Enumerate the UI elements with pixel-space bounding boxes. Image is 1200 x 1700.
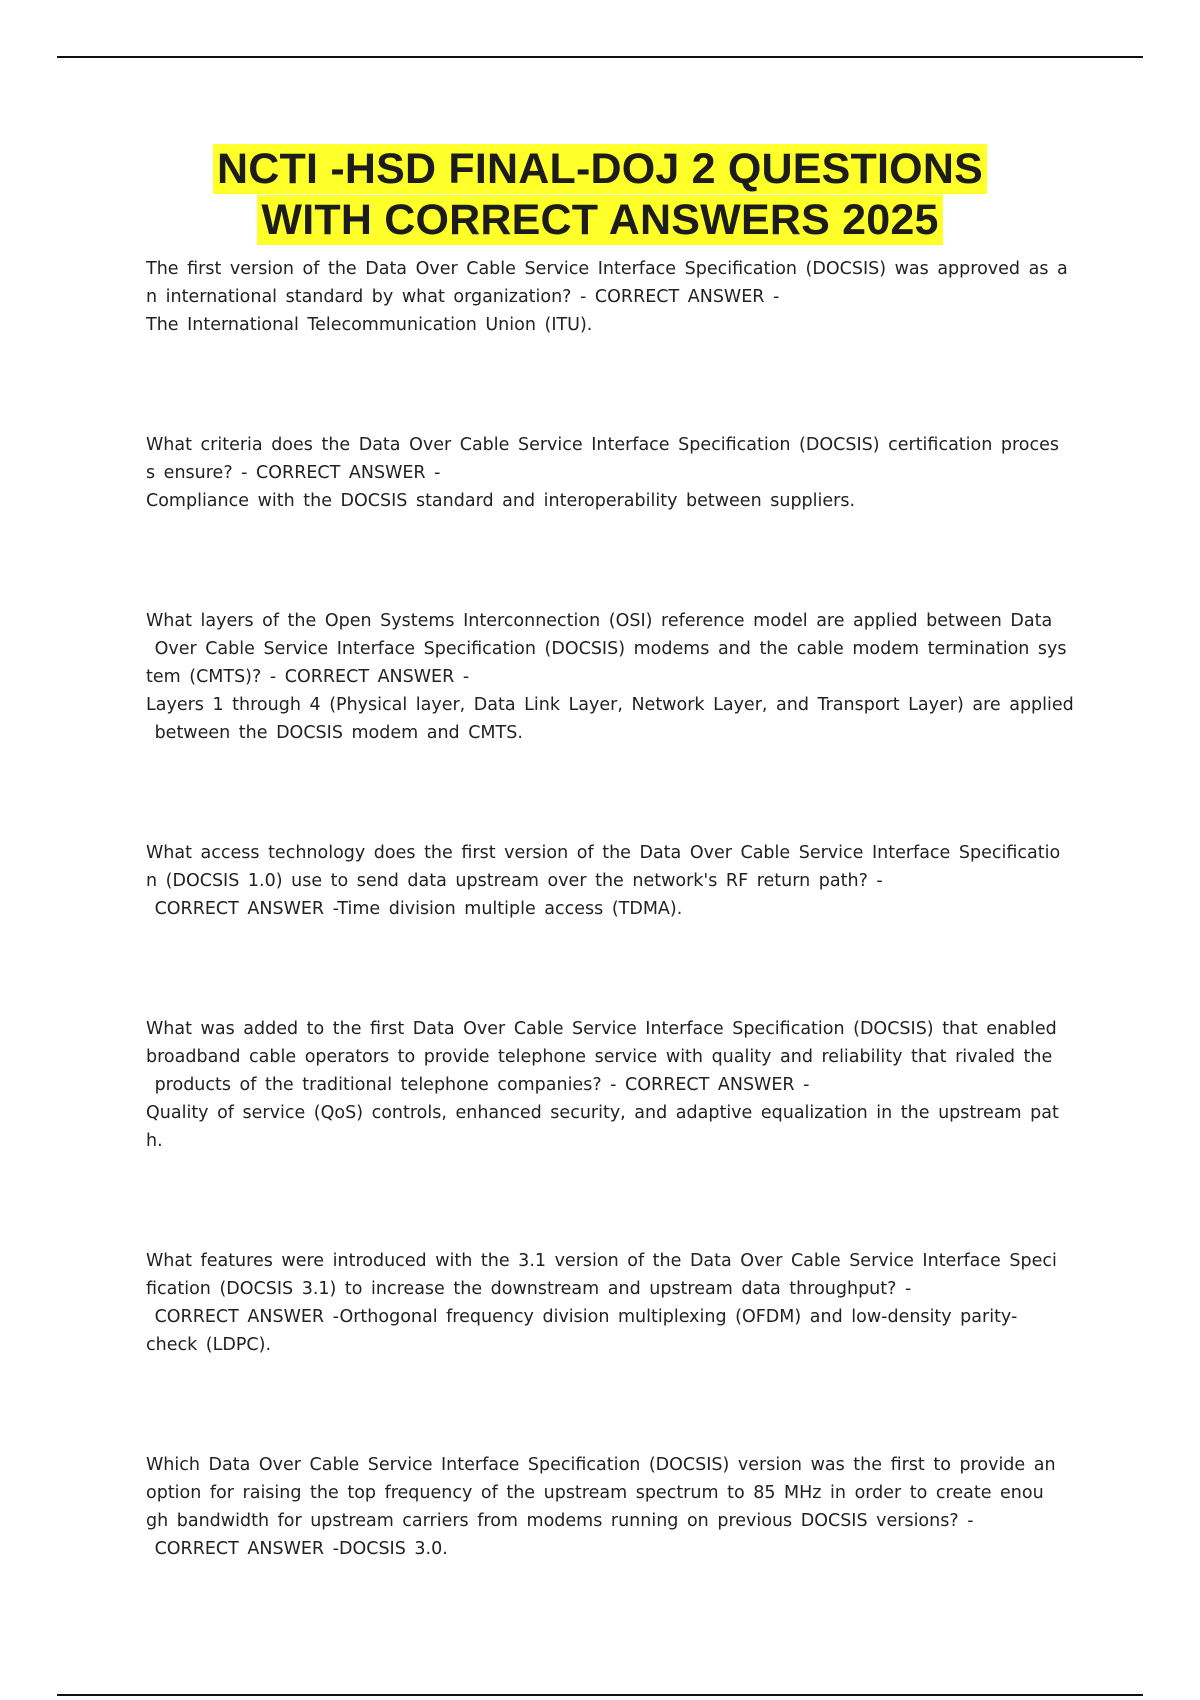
- qa-list: [146, 255, 1086, 1563]
- qa-line: CORRECT ANSWER -Orthogonal frequency division multiplexing (OFDM) and low-density parity-: [146, 1307, 1018, 1327]
- qa-line: h.: [146, 1131, 163, 1151]
- qa-line: tem (CMTS)? - CORRECT ANSWER -: [146, 667, 470, 687]
- qa-item: [146, 431, 1086, 515]
- qa-line: Which Data Over Cable Service Interface Specification (DOCSIS) version was the first to provide an: [146, 1455, 1056, 1475]
- qa-item: [146, 1015, 1086, 1155]
- qa-line: Compliance with the DOCSIS standard and interoperability between suppliers.: [146, 491, 856, 511]
- qa-line: between the DOCSIS modem and CMTS.: [146, 723, 523, 743]
- qa-line: fication (DOCSIS 3.1) to increase the downstream and upstream data throughput? -: [146, 1279, 912, 1299]
- qa-line: n international standard by what organization? - CORRECT ANSWER -: [146, 287, 780, 307]
- qa-line: The first version of the Data Over Cable Service Interface Specification (DOCSIS) was approved as a: [146, 259, 1068, 279]
- qa-line: CORRECT ANSWER -DOCSIS 3.0.: [146, 1539, 448, 1559]
- document-title: [0, 144, 1200, 246]
- top-rule: [57, 56, 1143, 58]
- title-line-1: NCTI -HSD FINAL-DOJ 2 QUESTIONS: [213, 144, 987, 194]
- qa-line: broadband cable operators to provide telephone service with quality and reliability that rivaled the: [146, 1047, 1053, 1067]
- qa-line: gh bandwidth for upstream carriers from modems running on previous DOCSIS versions? -: [146, 1511, 974, 1531]
- qa-line: What features were introduced with the 3.1 version of the Data Over Cable Service Interface Speci: [146, 1251, 1057, 1271]
- qa-line: option for raising the top frequency of the upstream spectrum to 85 MHz in order to create enou: [146, 1483, 1044, 1503]
- qa-spacer: [146, 923, 1086, 1015]
- bottom-rule: [57, 1694, 1143, 1696]
- qa-item: [146, 607, 1086, 747]
- qa-spacer: [146, 747, 1086, 839]
- qa-line: Quality of service (QoS) controls, enhanced security, and adaptive equalization in the upstream pat: [146, 1103, 1059, 1123]
- qa-line: The International Telecommunication Union (ITU).: [146, 315, 593, 335]
- qa-item: [146, 255, 1086, 339]
- qa-item: [146, 839, 1086, 923]
- qa-spacer: [146, 515, 1086, 607]
- qa-line: s ensure? - CORRECT ANSWER -: [146, 463, 441, 483]
- qa-spacer: [146, 1359, 1086, 1451]
- qa-line: What layers of the Open Systems Interconnection (OSI) reference model are applied between Data: [146, 611, 1053, 631]
- qa-line: check (LDPC).: [146, 1335, 272, 1355]
- qa-item: [146, 1247, 1086, 1359]
- qa-spacer: [146, 1155, 1086, 1247]
- title-line-2: WITH CORRECT ANSWERS 2025: [257, 195, 942, 245]
- qa-line: products of the traditional telephone companies? - CORRECT ANSWER -: [146, 1075, 810, 1095]
- qa-line: n (DOCSIS 1.0) use to send data upstream over the network's RF return path? -: [146, 871, 883, 891]
- qa-spacer: [146, 339, 1086, 431]
- qa-line: Over Cable Service Interface Specification (DOCSIS) modems and the cable modem termination sys: [146, 639, 1067, 659]
- qa-line: CORRECT ANSWER -Time division multiple access (TDMA).: [146, 899, 683, 919]
- qa-line: Layers 1 through 4 (Physical layer, Data Link Layer, Network Layer, and Transport Layer) are applied: [146, 695, 1074, 715]
- qa-line: What was added to the first Data Over Cable Service Interface Specification (DOCSIS) that enabled: [146, 1019, 1057, 1039]
- qa-line: What criteria does the Data Over Cable Service Interface Specification (DOCSIS) certification proces: [146, 435, 1060, 455]
- qa-line: What access technology does the first version of the Data Over Cable Service Interface Specificatio: [146, 843, 1061, 863]
- qa-item: [146, 1451, 1086, 1563]
